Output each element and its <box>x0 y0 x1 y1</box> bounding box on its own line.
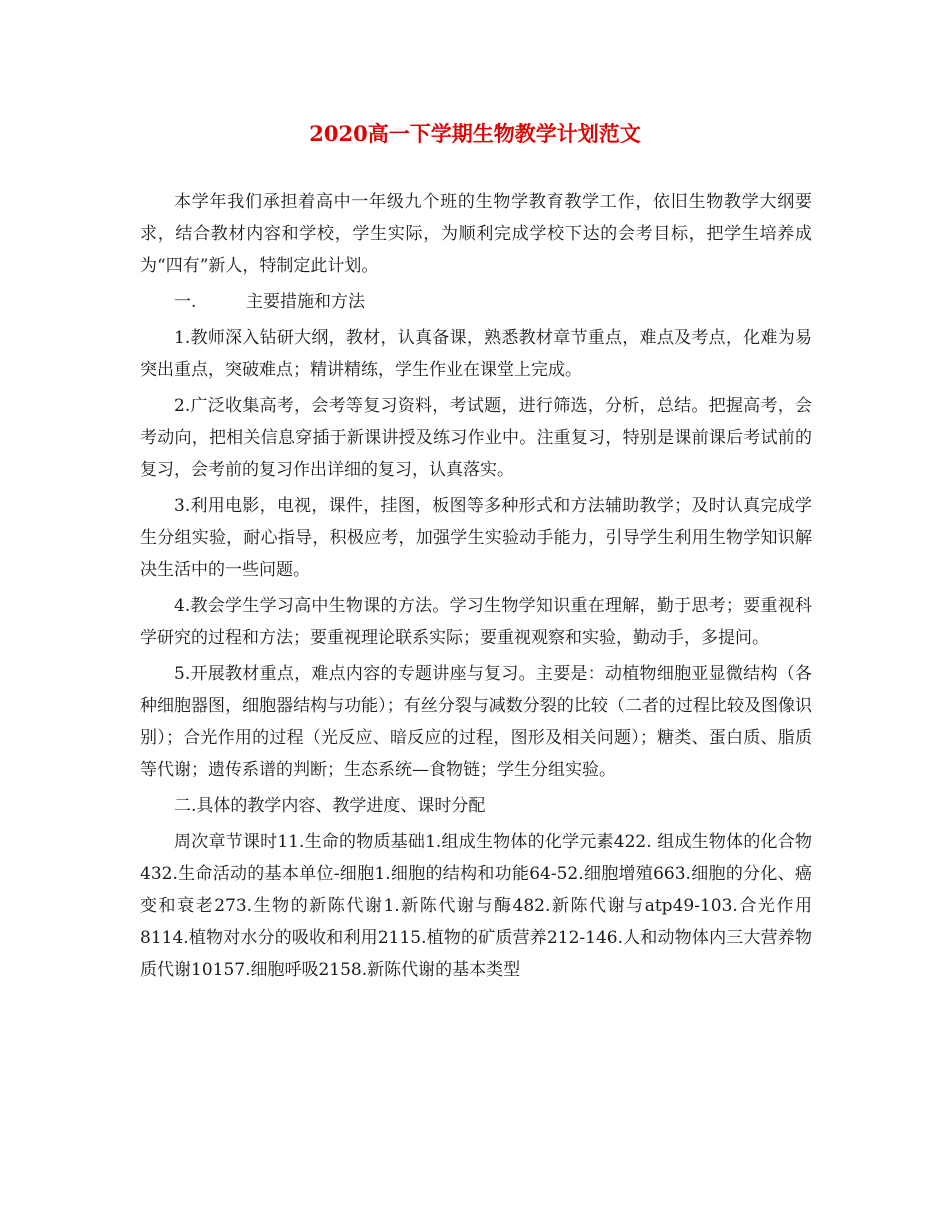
document-body <box>140 186 812 990</box>
intro-paragraph: 本学年我们承担着高中一年级九个班的生物学教育教学工作，依旧生物教学大纲要求，结合教材内容和学校，学生实际，为顺利完成学校下达的会考目标，把学生培养成为“四有”新人，特制定此计划。 <box>140 192 812 276</box>
measure-item-4: 4.教会学生学习高中生物课的方法。学习生物学知识重在理解，勤于思考；要重视科学研究的过程和方法；要重视理论联系实际；要重视观察和实验，勤动手，多提问。 <box>140 596 812 648</box>
section-one-heading <box>140 286 812 318</box>
section-two-heading: 二.具体的教学内容、教学进度、课时分配 <box>174 796 486 816</box>
measure-item-2: 2.广泛收集高考，会考等复习资料，考试题，进行筛选，分析，总结。把握高考，会考动向，把相关信息穿插于新课讲授及练习作业中。注重复习，特别是课前课后考试前的复习，会考前的复习作出详细的复习，认真落实。 <box>140 396 812 480</box>
measure-item-1: 1.教师深入钻研大纲，教材，认真备课，熟悉教材章节重点，难点及考点，化难为易突出重点，突破难点；精讲精练，学生作业在课堂上完成。 <box>140 328 812 380</box>
section-one-number: 一. <box>174 292 197 312</box>
section-one-title: 主要措施和方法 <box>246 292 365 312</box>
measure-item-3: 3.利用电影，电视，课件，挂图，板图等多种形式和方法辅助教学；及时认真完成学生分组实验，耐心指导，积极应考，加强学生实验动手能力，引导学生利用生物学知识解决生活中的一些问题。 <box>140 496 812 580</box>
schedule-paragraph: 周次章节课时11.生命的物质基础1.组成生物体的化学元素422. 组成生物体的化合物432.生命活动的基本单位-细胞1.细胞的结构和功能64-52.细胞增殖663.细胞的分化、癌变和衰老273.生物的新陈代谢1.新陈代谢与酶482.新陈代谢与atp49-103.合光作用8114.植物对水分的吸收和利用2115.植物的矿质营养212-146.人和动物体内三大营养物质代谢10157.细胞呼吸2158.新陈代谢的基本类型 <box>140 832 812 980</box>
measure-item-5: 5.开展教材重点，难点内容的专题讲座与复习。主要是：动植物细胞亚显微结构（各种细胞器图，细胞器结构与功能）；有丝分裂与减数分裂的比较（二者的过程比较及图像识别）；合光作用的过程（光反应、暗反应的过程，图形及相关问题）；糖类、蛋白质、脂质等代谢；遗传系谱的判断；生态系统—食物链；学生分组实验。 <box>140 664 812 780</box>
document-title: 2020高一下学期生物教学计划范文 <box>309 121 641 146</box>
